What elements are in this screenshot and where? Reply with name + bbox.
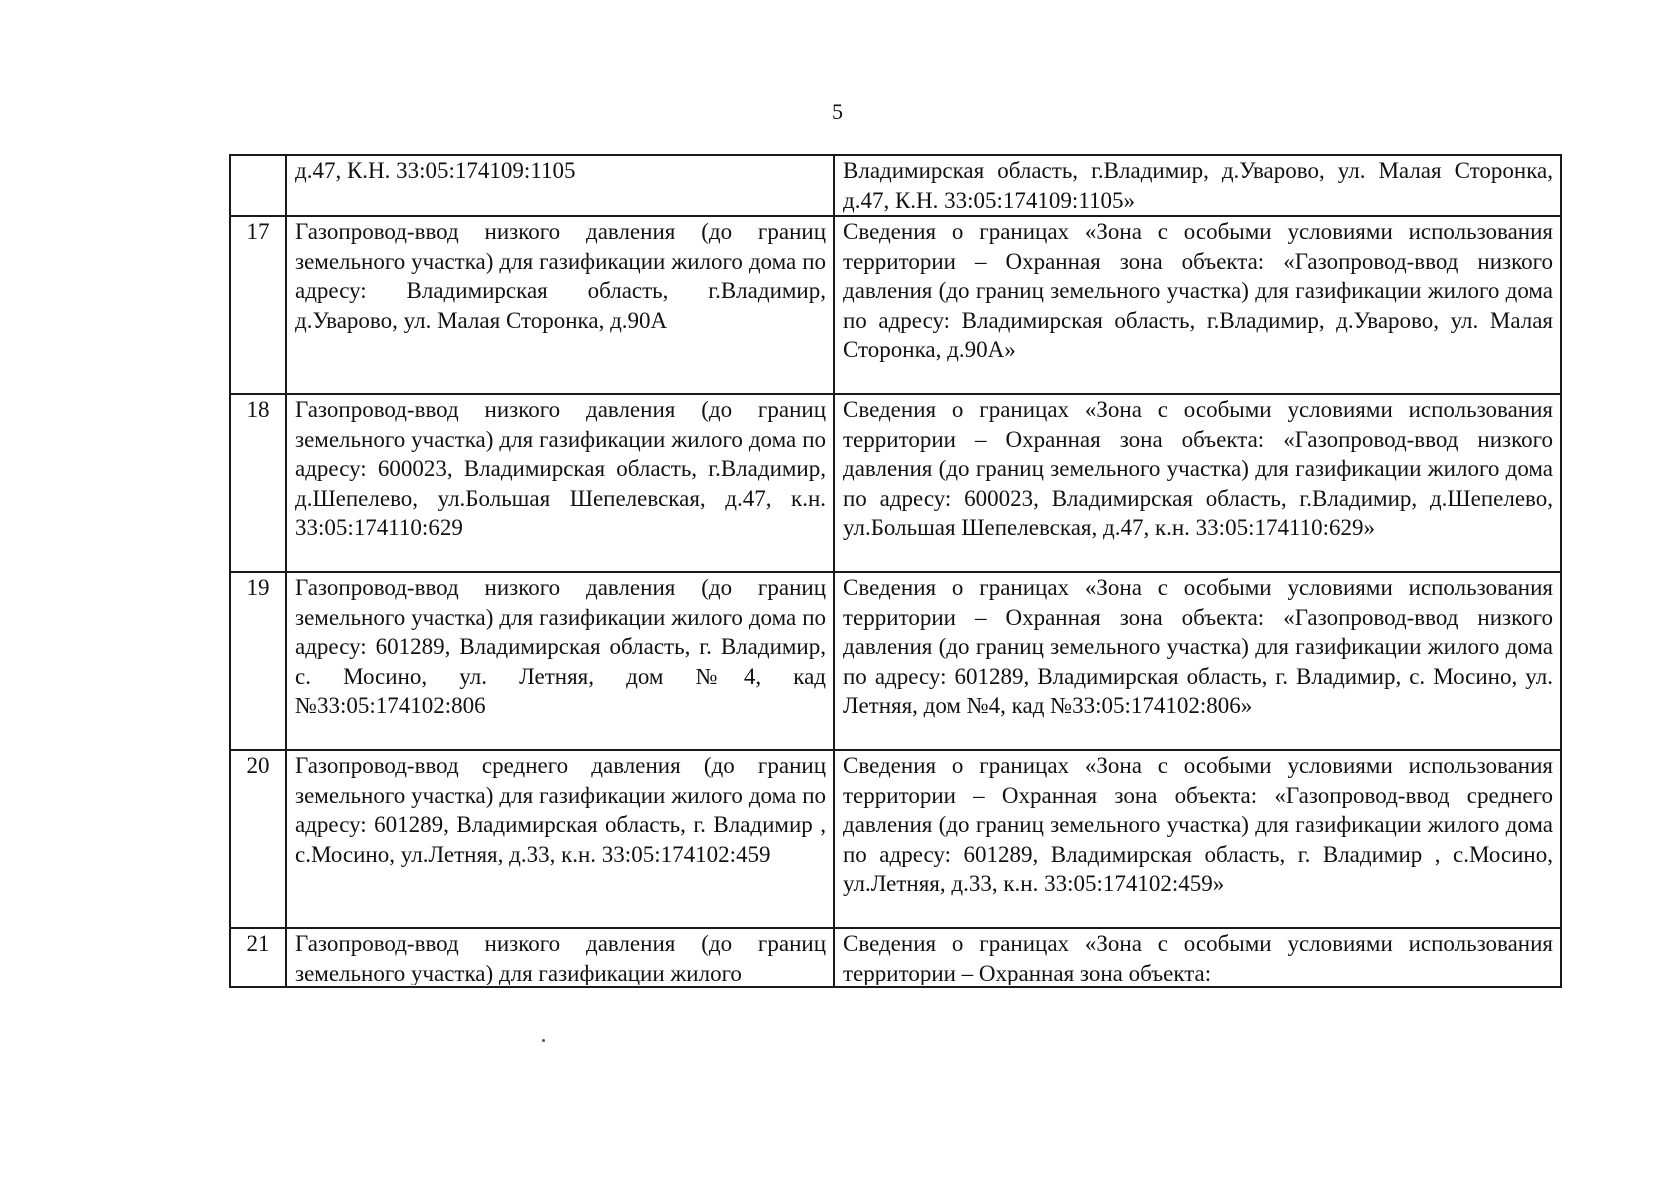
zone-info-cell: Сведения о границах «Зона с особыми условиями использования территории – Охранная зона объекта: «Газопровод-ввод низкого давления (до границ земельного участка) для газификации жилого дома по адресу: Владимирская область, г.Владимир, д.Уварово, ул. Малая Сторонка, д.90А» [834, 216, 1561, 394]
table-row [230, 928, 1561, 987]
object-name-cell: Газопровод-ввод низкого давления (до границ земельного участка) для газификации жилого дома по адресу: 600023, Владимирская область, г.Владимир, д.Шепелево, ул.Большая Шепелевская, д.47, к.н. 33:05:174110:629 [286, 394, 834, 572]
zone-info-cell: Сведения о границах «Зона с особыми условиями использования территории – Охранная зона объекта: «Газопровод-ввод низкого давления (до границ земельного участка) для газификации жилого дома по адресу: 600023, Владимирская область, г.Владимир, д.Шепелево, ул.Большая Шепелевская, д.47, к.н. 33:05:174110:629» [834, 394, 1561, 572]
table-row [230, 750, 1561, 928]
object-name-cell: д.47, К.Н. 33:05:174109:1105 [286, 155, 834, 216]
table-row [230, 394, 1561, 572]
scan-speck [542, 1039, 545, 1042]
table-row [230, 216, 1561, 394]
zone-info-cell: Владимирская область, г.Владимир, д.Уварово, ул. Малая Сторонка, д.47, К.Н. 33:05:174109:1105» [834, 155, 1561, 216]
object-name-cell: Газопровод-ввод среднего давления (до границ земельного участка) для газификации жилого дома по адресу: 601289, Владимирская область, г. Владимир , с.Мосино, ул.Летняя, д.33, к.н. 33:05:174102:459 [286, 750, 834, 928]
row-number-cell [230, 155, 286, 216]
row-number-cell: 20 [230, 750, 286, 928]
object-name-cell: Газопровод-ввод низкого давления (до границ земельного участка) для газификации жилого дома по адресу: Владимирская область, г.Владимир, д.Уварово, ул. Малая Сторонка, д.90А [286, 216, 834, 394]
row-number-cell: 17 [230, 216, 286, 394]
zones-table [229, 154, 1562, 988]
table-row [230, 572, 1561, 750]
object-name-text: Газопровод-ввод низкого давления (до границ земельного участка) для газификации жилого [295, 931, 826, 985]
row-number-cell [230, 928, 286, 987]
object-name-cell [286, 928, 834, 987]
zone-info-cell: Сведения о границах «Зона с особыми условиями использования территории – Охранная зона объекта: «Газопровод-ввод низкого давления (до границ земельного участка) для газификации жилого дома по адресу: 601289, Владимирская область, г. Владимир, с. Мосино, ул. Летняя, дом №4, кад №33:05:174102:806» [834, 572, 1561, 750]
zone-info-text: Сведения о границах «Зона с особыми условиями использования территории – Охранная зона объекта: [843, 931, 1553, 985]
page-number: 5 [832, 99, 843, 124]
table-row [230, 155, 1561, 216]
row-number-cell: 19 [230, 572, 286, 750]
object-name-cell: Газопровод-ввод низкого давления (до границ земельного участка) для газификации жилого дома по адресу: 601289, Владимирская область, г. Владимир, с. Мосино, ул. Летняя, дом №4, кад №33:05:174102:806 [286, 572, 834, 750]
zone-info-cell [834, 928, 1561, 987]
row-number-cell: 18 [230, 394, 286, 572]
row-number-text: 21 [246, 931, 270, 956]
zone-info-cell: Сведения о границах «Зона с особыми условиями использования территории – Охранная зона объекта: «Газопровод-ввод среднего давления (до границ земельного участка) для газификации жилого дома по адресу: 601289, Владимирская область, г. Владимир , с.Мосино, ул.Летняя, д.33, к.н. 33:05:174102:459» [834, 750, 1561, 928]
